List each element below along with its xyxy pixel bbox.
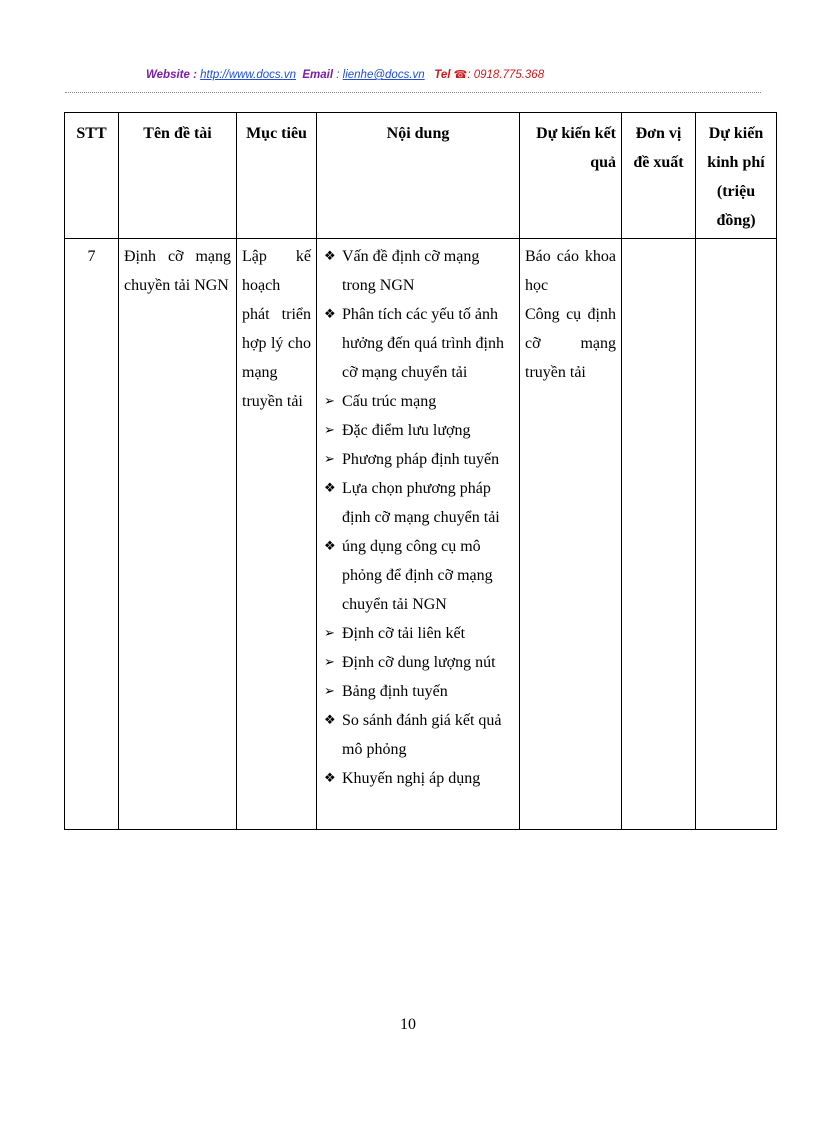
diamond-bullet-icon: ❖ (324, 307, 336, 322)
list-item: ❖ úng dụng công cụ mô phỏng để định cỡ mạng chuyển tải NGN (322, 532, 514, 619)
arrow-bullet-icon: ➢ (324, 655, 335, 670)
email-label: Email (302, 69, 334, 81)
cell-ten-de-tai: Định cỡ mạng chuyền tải NGN (119, 239, 237, 830)
header-noi-dung: Nội dung (317, 113, 520, 239)
page-number: 10 (400, 1016, 416, 1033)
header-du-kien-ket-qua: Dự kiến kết quả (520, 113, 622, 239)
diamond-bullet-icon: ❖ (324, 481, 336, 496)
phone-icon: ☎ (453, 69, 468, 81)
list-item: ➢ Phương pháp định tuyến (322, 445, 514, 474)
list-item: ➢ Định cỡ dung lượng nút (322, 648, 514, 677)
list-item: ➢ Đặc điểm lưu lượng (322, 416, 514, 445)
cell-don-vi-de-xuat (622, 239, 696, 830)
arrow-bullet-icon: ➢ (324, 684, 335, 699)
arrow-bullet-icon: ➢ (324, 423, 335, 438)
page-header (146, 68, 544, 81)
list-item: ❖ Vấn đề định cỡ mạng trong NGN (322, 242, 514, 300)
list-item: ❖ Phân tích các yếu tố ảnh hưởng đến quá trình định cỡ mạng chuyển tải (322, 300, 514, 387)
content-bullet-list (322, 242, 514, 793)
table-header-row (65, 113, 777, 239)
header-ten-de-tai: Tên đề tài (119, 113, 237, 239)
email-link[interactable]: lienhe@docs.vn (342, 69, 425, 81)
list-item: ➢ Bảng định tuyến (322, 677, 514, 706)
list-item: ➢ Cấu trúc mạng (322, 387, 514, 416)
diamond-bullet-icon: ❖ (324, 539, 336, 554)
table-row (65, 239, 777, 830)
diamond-bullet-icon: ❖ (324, 713, 336, 728)
expected-result-tool: Công cụ định cỡ mạng truyền tải (525, 306, 616, 381)
header-stt: STT (65, 113, 119, 239)
header-du-kien-kinh-phi: Dự kiến kinh phí (triệu đồng) (696, 113, 777, 239)
cell-du-kien-kinh-phi (696, 239, 777, 830)
arrow-bullet-icon: ➢ (324, 626, 335, 641)
expected-result-report: Báo cáo khoa học (525, 248, 616, 294)
cell-stt: 7 (65, 239, 119, 830)
phone-number: : 0918.775.368 (467, 69, 545, 81)
research-topics-table (64, 112, 777, 830)
header-don-vi-de-xuat: Đơn vị đề xuất (622, 113, 696, 239)
list-item: ➢ Định cỡ tải liên kết (322, 619, 514, 648)
cell-noi-dung (317, 239, 520, 830)
diamond-bullet-icon: ❖ (324, 249, 336, 264)
website-link[interactable]: http://www.docs.vn (200, 69, 296, 81)
cell-muc-tieu: Lập kế hoạch phát triển hợp lý cho mạng truyền tải (237, 239, 317, 830)
list-item: ❖ Khuyến nghị áp dụng (322, 764, 514, 793)
diamond-bullet-icon: ❖ (324, 771, 336, 786)
arrow-bullet-icon: ➢ (324, 452, 335, 467)
header-muc-tieu: Mục tiêu (237, 113, 317, 239)
header-divider (65, 92, 761, 93)
list-item: ❖ Lựa chọn phương pháp định cỡ mạng chuyển tải (322, 474, 514, 532)
list-item: ❖ So sánh đánh giá kết quả mô phỏng (322, 706, 514, 764)
arrow-bullet-icon: ➢ (324, 394, 335, 409)
email-separator: : (333, 69, 343, 81)
tel-label: Tel (434, 69, 451, 81)
website-label: Website : (146, 69, 201, 81)
cell-du-kien-ket-qua (520, 239, 622, 830)
